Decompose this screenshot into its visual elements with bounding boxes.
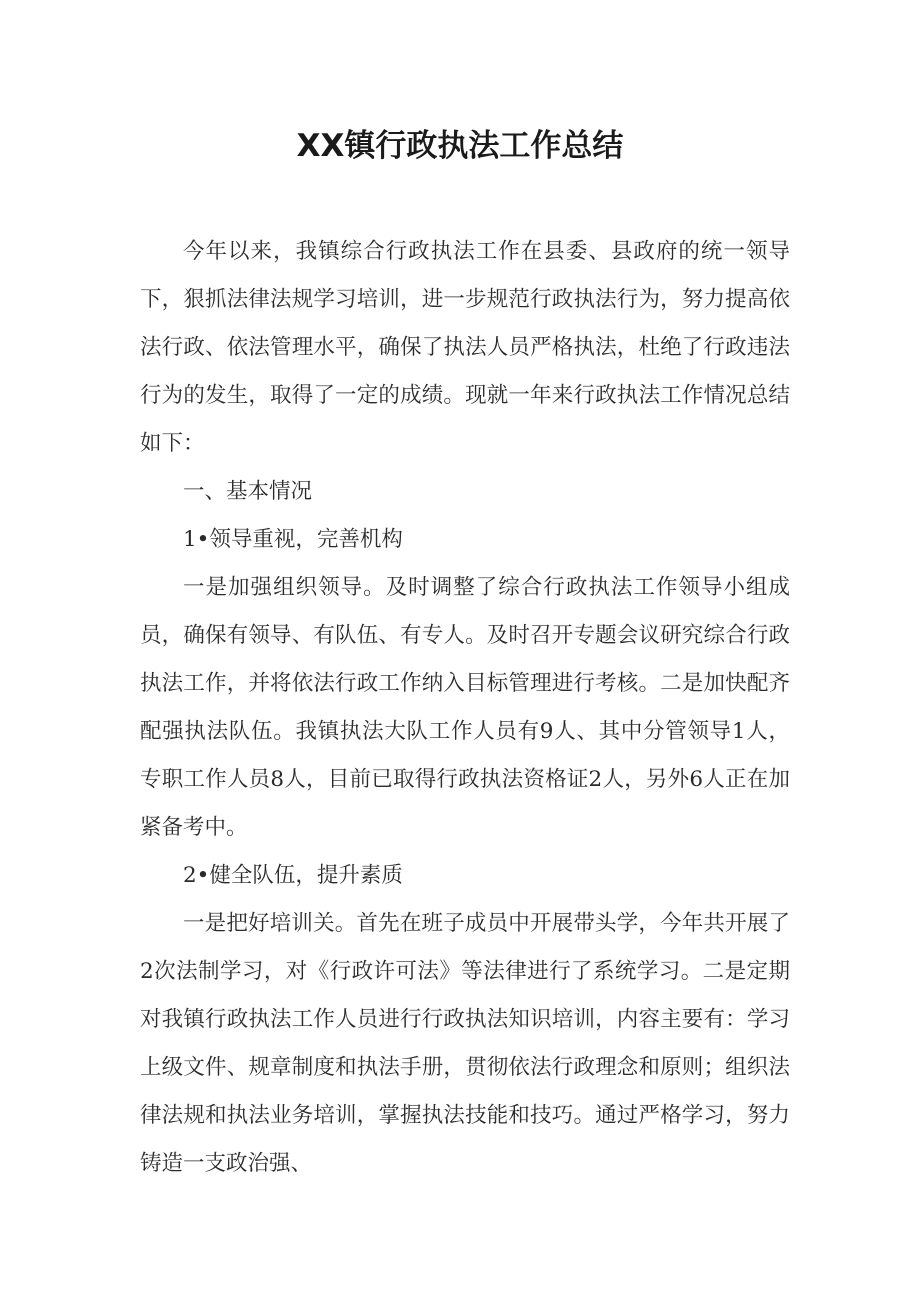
intro-paragraph: 今年以来，我镇综合行政执法工作在县委、县政府的统一领导下，狠抓法律法规学习培训，进一步规范行政执法行为，努力提高依法行政、依法管理水平，确保了执法人员严格执法，杜绝了行政违法行为的发生，取得了一定的成绩。现就一年来行政执法工作情况总结如下： <box>140 239 790 456</box>
subsection-2-paragraph: 一是把好培训关。首先在班子成员中开展带头学，今年共开展了2次法制学习，对《行政许可法》等法律进行了系统学习。二是定期对我镇行政执法工作人员进行行政执法知识培训，内容主要有：学习上级文件、规章制度和执法手册，贯彻依法行政理念和原则；组织法律法规和执法业务培训，掌握执法技能和技巧。通过严格学习，努力铸造一支政治强、 <box>140 911 790 1176</box>
section-heading-basic-situation: 一、基本情况 <box>183 479 313 504</box>
document-title: XX镇行政执法工作总结 <box>296 128 624 164</box>
subsection-1-paragraph: 一是加强组织领导。及时调整了综合行政执法工作领导小组成员，确保有领导、有队伍、有专人。及时召开专题会议研究综合行政执法工作，并将依法行政工作纳入目标管理进行考核。二是加快配齐配强执法队伍。我镇执法大队工作人员有9人、其中分管领导1人，专职工作人员8人，目前已取得行政执法资格证2人，另外6人正在加紧备考中。 <box>140 575 790 840</box>
document-body <box>140 228 790 1188</box>
subsection-heading-2: 2•健全队伍，提升素质 <box>183 863 403 888</box>
subsection-heading-1: 1•领导重视，完善机构 <box>183 527 403 552</box>
